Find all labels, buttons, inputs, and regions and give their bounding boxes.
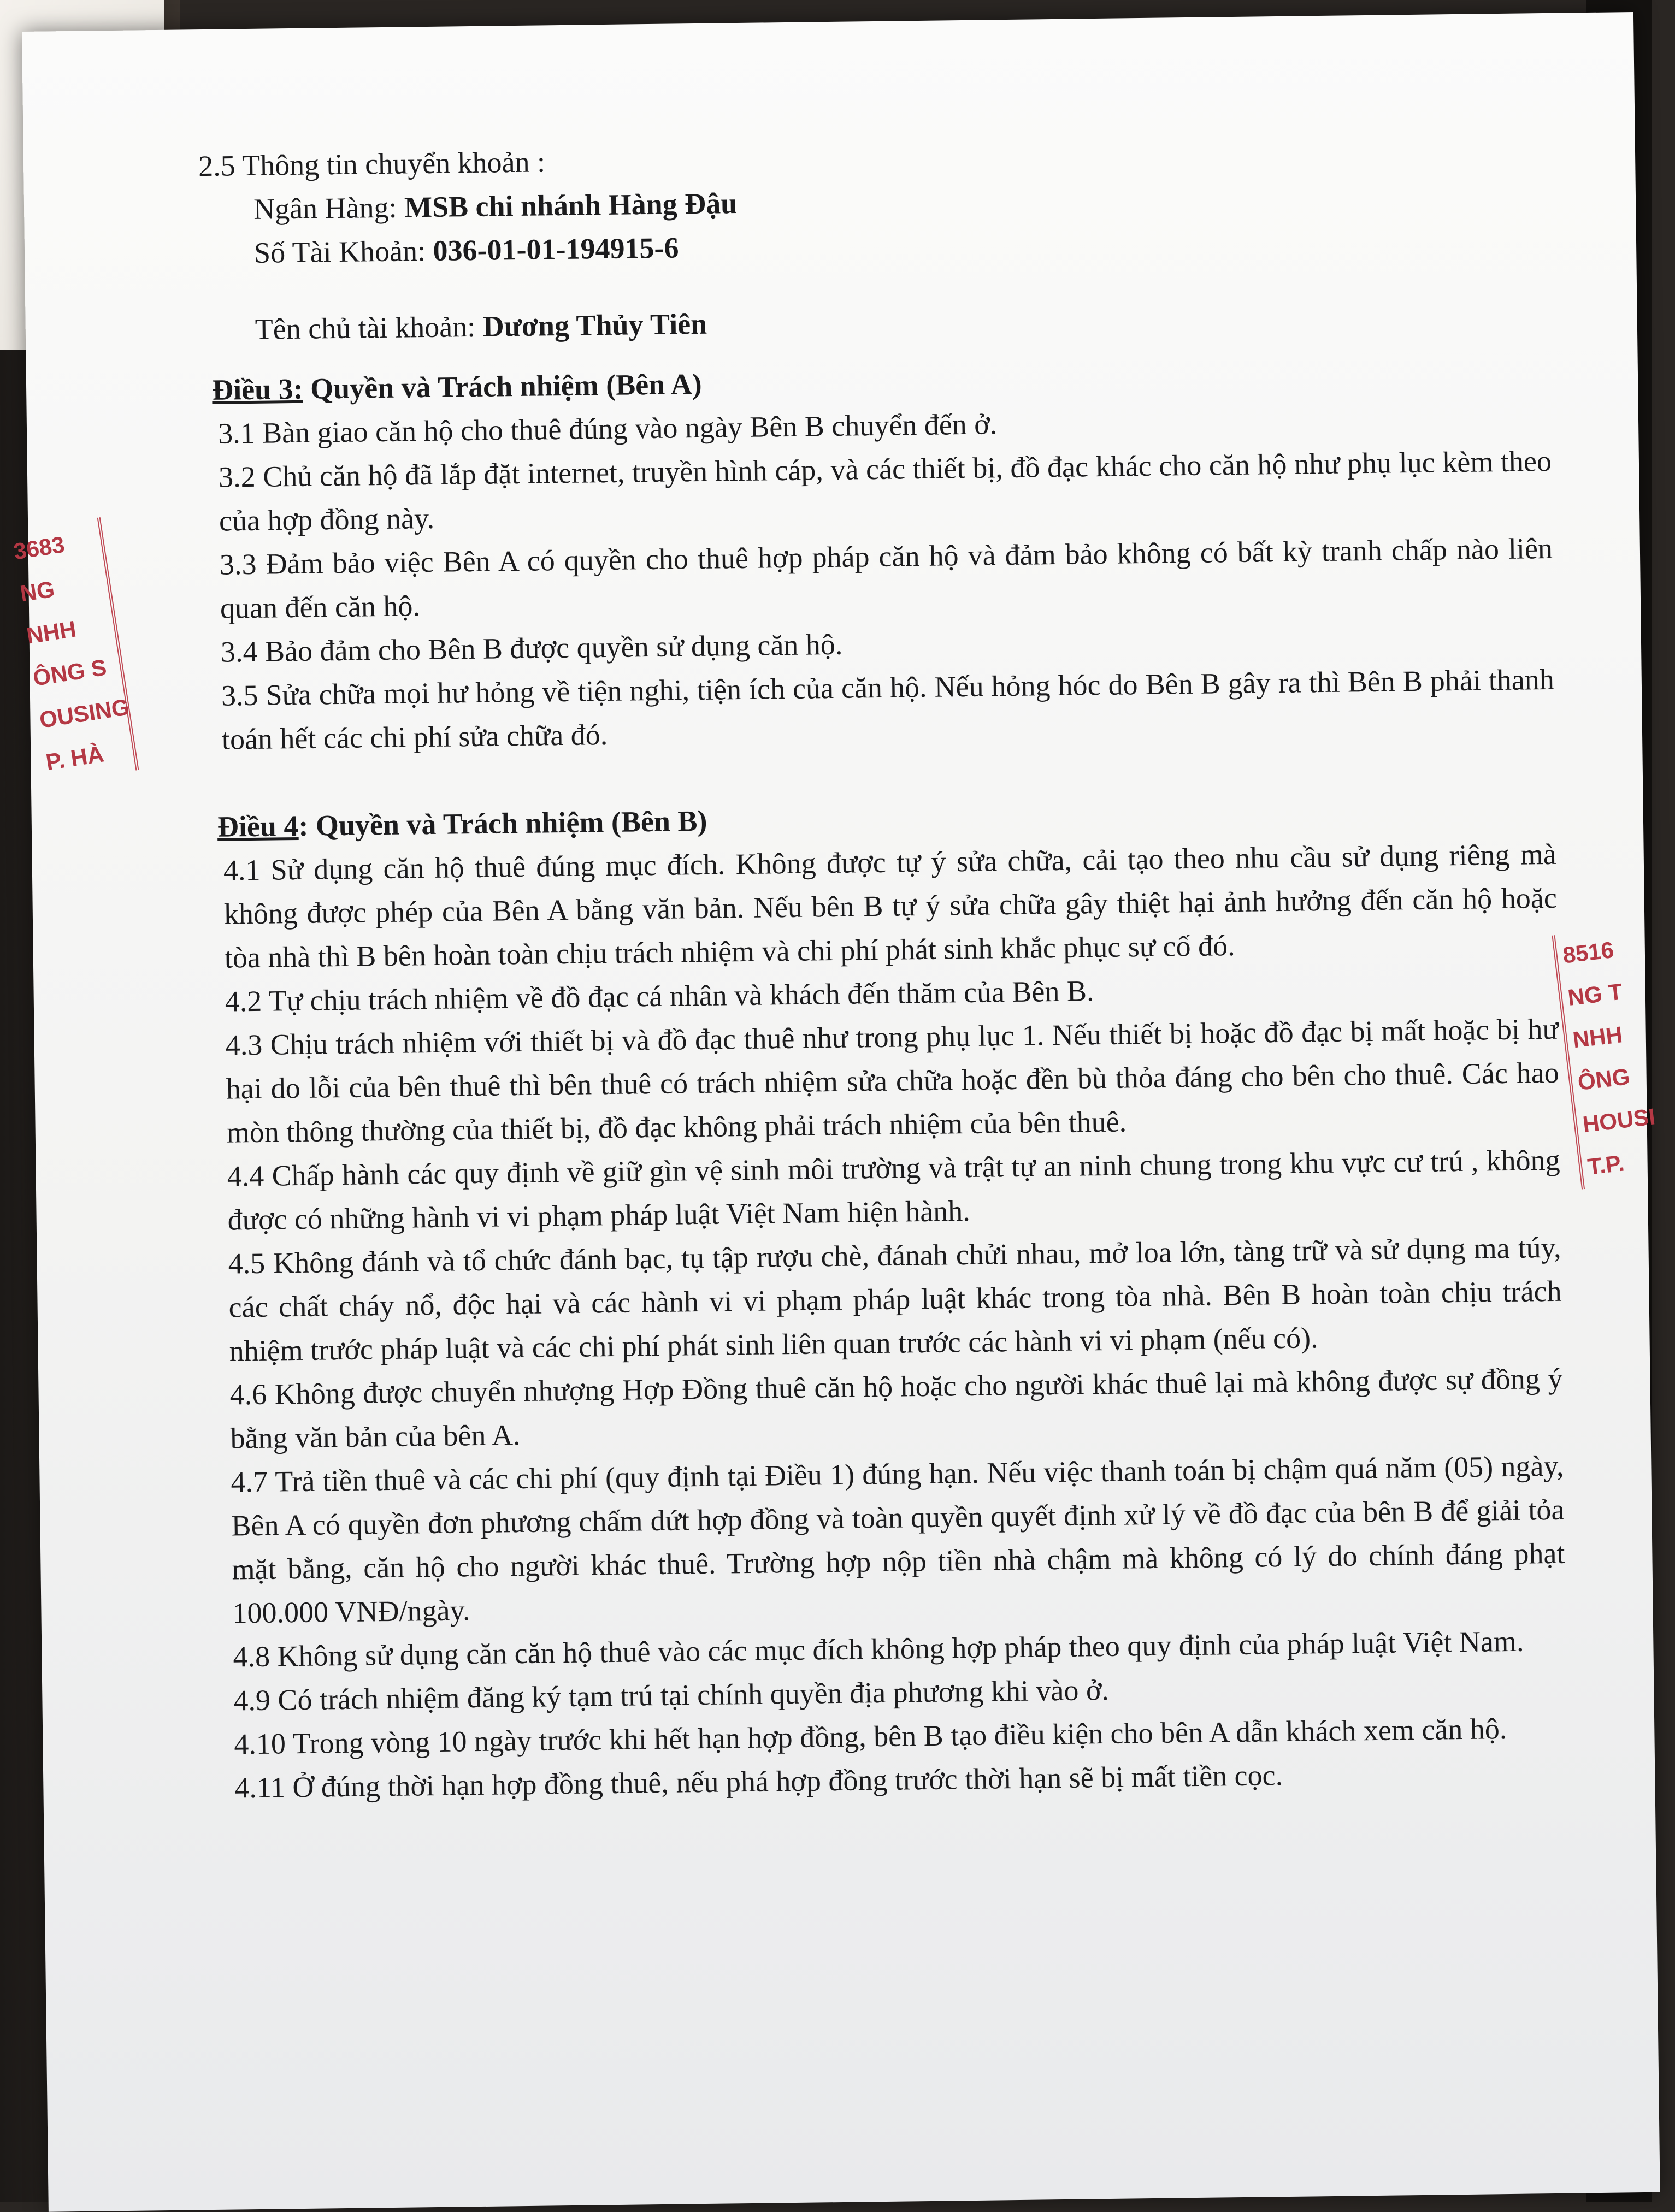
- article-3: [201, 352, 1555, 761]
- article-3-item: 3.4 Bảo đảm cho Bên B được quyền sử dụng căn hộ.: [220, 628, 843, 669]
- article-4-item: 4.1 Sử dụng căn hộ thuê đúng mục đích. Không được tự ý sửa chữa, cải tạo theo nhu cầu sử dụng riêng mà không được phép của Bên A bằng văn bản. Nếu bên B tự ý sửa chữa gây thiệt hại ảnh hưởng đến căn hộ hoặc tòa nhà thì B bên hoàn toàn chịu trách nhiệm và chi phí phát sinh khắc phục sự cố đó.: [223, 837, 1558, 974]
- account-number-label: Số Tài Khoản:: [253, 234, 433, 269]
- account-holder-value: Dương Thủy Tiên: [482, 307, 707, 343]
- contract-body: [198, 128, 1568, 1810]
- article-4: [206, 789, 1567, 1810]
- article-4-item: 4.10 Trong vòng 10 ngày trước khi hết hạn hợp đồng, bên B tạo điều kiện cho bên A dẫn khách xem căn hộ.: [234, 1712, 1507, 1761]
- article-4-item: 4.11 Ở đúng thời hạn hợp đồng thuê, nếu phá hợp đồng trước thời hạn sẽ bị mất tiền cọc.: [234, 1759, 1283, 1805]
- bank-value: MSB chi nhánh Hàng Đậu: [404, 187, 738, 224]
- article-4-item: 4.3 Chịu trách nhiệm với thiết bị và đồ đạc thuê như trong phụ lục 1. Nếu thiết bị hoặc đồ đạc bị mất hoặc bị hư hại do lỗi của bên thuê thì bên thuê có trách nhiệm sửa chữa hoặc đền bù thỏa đáng cho bên cho thuê. Các hao mòn thông thường của thiết bị, đồ đạc không phải trách nhiệm của bên thuê.: [225, 1012, 1559, 1149]
- article-4-item: 4.8 Không sử dụng căn căn hộ thuê vào các mục đích không hợp pháp theo quy định của pháp luật Việt Nam.: [233, 1624, 1524, 1673]
- article-3-item: 3.2 Chủ căn hộ đã lắp đặt internet, truyền hình cáp, và các thiết bị, đồ đạc khác cho căn hộ như phụ lục kèm theo của hợp đồng này.: [218, 444, 1552, 537]
- stamp-line: 3683: [11, 531, 67, 565]
- article-4-item: 4.9 Có trách nhiệm đăng ký tạm trú tại chính quyền địa phương khi vào ở.: [233, 1673, 1110, 1717]
- stamp-line: NHH: [1571, 1021, 1624, 1053]
- stamp-line: NG T: [1566, 978, 1624, 1011]
- stamp-line: OUSING: [37, 694, 131, 733]
- stamp-line: P. HÀ: [44, 741, 106, 775]
- article-4-item: 4.4 Chấp hành các quy định về giữ gìn vệ sinh môi trường và trật tự an ninh chung trong khu vực cư trú , không được có những hành vi vi phạm pháp luật Việt Nam hiện hành.: [227, 1143, 1560, 1237]
- article-4-heading-title: : Quyền và Trách nhiệm (Bên B): [298, 804, 707, 842]
- article-4-heading-label: Điều 4: [217, 809, 299, 843]
- article-4-item: 4.2 Tự chịu trách nhiệm về đồ đạc cá nhân và khách đến thăm của Bên B.: [225, 974, 1094, 1018]
- section-2-5-title: 2.5 Thông tin chuyển khoản :: [198, 145, 546, 183]
- article-3-heading-label: Điều 3:: [211, 372, 303, 406]
- article-3-heading-title: Quyền và Trách nhiệm (Bên A): [303, 367, 702, 405]
- stamp-line: NHH: [25, 616, 78, 649]
- bank-label: Ngân Hàng:: [253, 191, 405, 226]
- stamp-line: ÔNG: [1576, 1063, 1631, 1095]
- stamp-line: T.P.: [1586, 1150, 1626, 1180]
- stamp-line: ÔNG S: [31, 654, 109, 691]
- article-4-item: 4.7 Trả tiền thuê và các chi phí (quy định tại Điều 1) đúng hạn. Nếu việc thanh toán bị chậm quá năm (05) ngày, Bên A có quyền đơn phương chấm dứt hợp đồng và toàn quyền quyết định xử lý về đồ đạc của bên B để giải tỏa mặt bằng, căn hộ cho người khác thuê. Trường hợp nộp tiền nhà chậm mà không có lý do chính đáng phạt 100.000 VNĐ/ngày.: [231, 1449, 1565, 1630]
- account-number-value: 036-01-01-194915-6: [433, 231, 679, 267]
- section-2-5-transfer-info: [198, 128, 1550, 352]
- contract-page: [11, 12, 1660, 2212]
- article-3-item: 3.5 Sửa chữa mọi hư hỏng về tiện nghi, tiện ích của căn hộ. Nếu hỏng hóc do Bên B gây ra thì Bên B phải thanh toán hết các chi phí sửa chữa đó.: [221, 663, 1555, 756]
- company-stamp-right-fragment: [1552, 926, 1661, 1190]
- article-4-item: 4.6 Không được chuyển nhượng Hợp Đồng thuê căn hộ hoặc cho người khác thuê lại mà không được sự đồng ý bằng văn bản của bên A.: [229, 1362, 1563, 1455]
- account-holder-label: Tên chủ tài khoản:: [255, 310, 483, 346]
- stamp-line: HOUSI: [1581, 1103, 1657, 1138]
- article-3-item: 3.3 Đảm bảo việc Bên A có quyền cho thuê hợp pháp căn hộ và đảm bảo không có bất kỳ tranh chấp nào liên quan đến căn hộ.: [219, 531, 1553, 625]
- stamp-line: NG: [18, 576, 56, 607]
- stamp-line: 8516: [1561, 936, 1615, 968]
- article-4-item: 4.5 Không đánh và tổ chức đánh bạc, tụ tập rượu chè, đánah chửi nhau, mở loa lớn, tàng trữ và sử dụng ma túy, các chất cháy nổ, độc hại và các hành vi vi phạm pháp luật khác trong tòa nhà. Bên B hoàn toàn chịu trách nhiệm trước pháp luật và các chi phí phát sinh liên quan trước các hành vi vi phạm (nếu có).: [228, 1231, 1562, 1368]
- article-3-item: 3.1 Bàn giao căn hộ cho thuê đúng vào ngày Bên B chuyển đến ở.: [217, 407, 998, 450]
